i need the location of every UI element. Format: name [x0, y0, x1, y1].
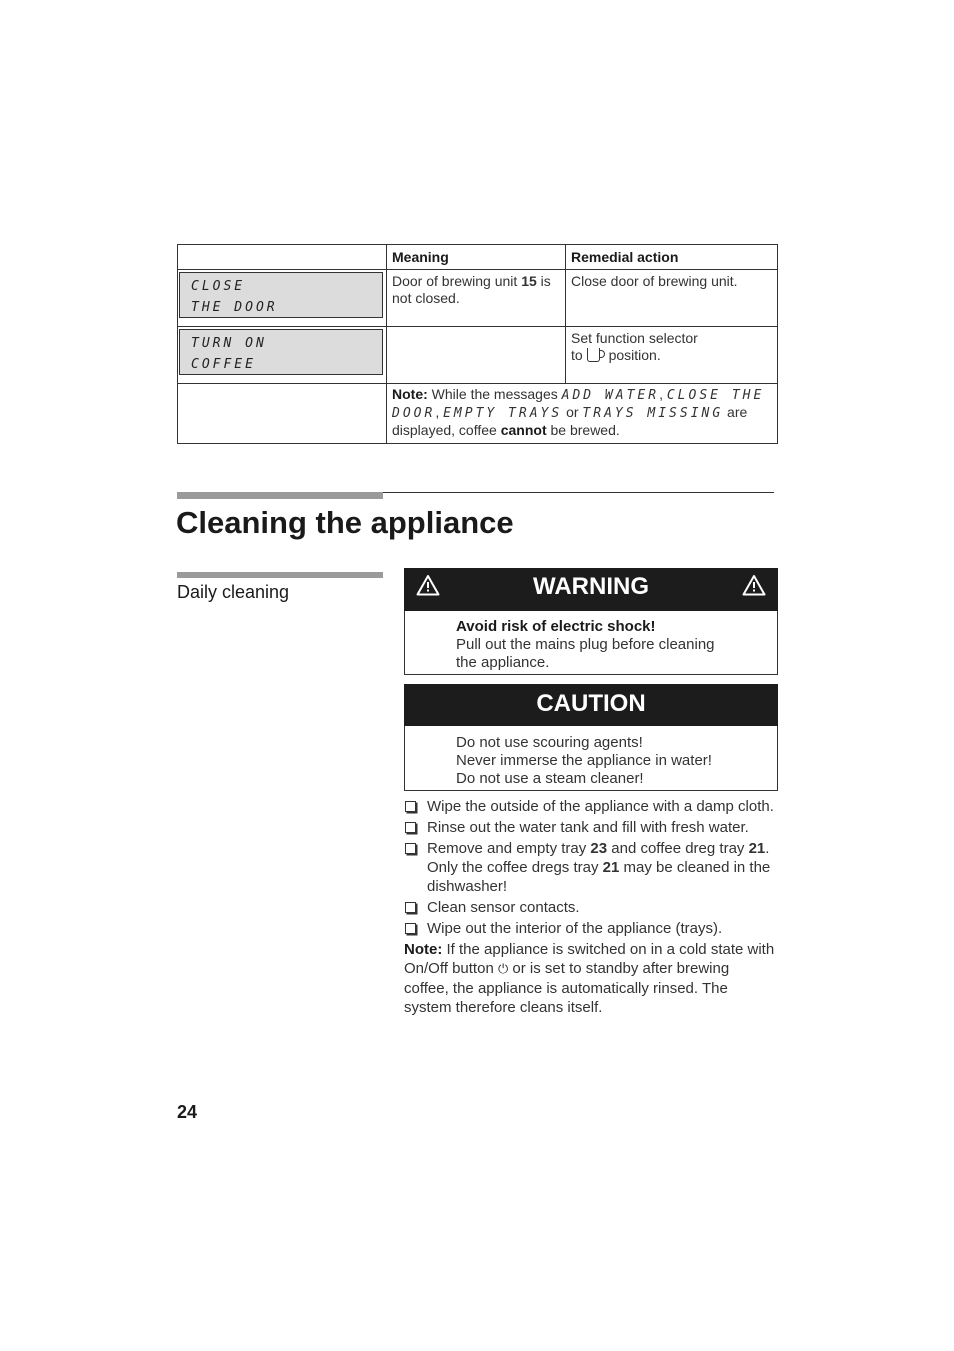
caution-line: Never immerse the appliance in water! [456, 752, 712, 769]
caution-box [404, 684, 778, 791]
lcd-line: CLOSE [191, 279, 246, 294]
section-rule-thick [177, 492, 383, 499]
checkbox-bullet-icon [405, 923, 416, 934]
warning-header [404, 568, 778, 611]
lcd-display [179, 329, 383, 375]
action-text: Set function selector to position. [571, 330, 698, 363]
caution-body [404, 726, 778, 791]
lcd-display [179, 272, 383, 318]
list-item: Wipe out the interior of the appliance (trays). [404, 919, 776, 938]
header-meaning: Meaning [392, 249, 449, 265]
lcd-line: COFFEE [191, 357, 256, 372]
power-icon: ⏻ [497, 962, 509, 977]
lcd-line: THE DOOR [191, 300, 278, 315]
checkbox-bullet-icon [405, 902, 416, 913]
warning-body [404, 611, 778, 675]
subsection-title: Daily cleaning [177, 582, 290, 602]
list-item: Remove and empty tray 23 and coffee dreg tray 21. Only the coffee dregs tray 21 may be cleaned in the dishwasher! [404, 839, 776, 896]
header-remedial-action: Remedial action [571, 249, 679, 265]
table-note: Note: While the messages ADD WATER, CLOSE THE DOOR, EMPTY TRAYS or TRAYS MISSING are displayed, coffee cannot be brewed. [392, 386, 765, 438]
page-number: 24 [177, 1102, 198, 1122]
table-row [178, 270, 778, 327]
warning-line: Pull out the mains plug before cleaning [456, 636, 715, 653]
list-item: Rinse out the water tank and fill with fresh water. [404, 818, 776, 837]
table-row [178, 327, 778, 384]
warning-box [404, 568, 778, 675]
list-item: Clean sensor contacts. [404, 898, 776, 917]
table-header-row [178, 245, 778, 270]
subsection-rule [177, 572, 383, 578]
action-text: Close door of brewing unit. [571, 273, 738, 289]
checkbox-bullet-icon [405, 843, 416, 854]
checkbox-bullet-icon [405, 801, 416, 812]
table-note-row [178, 384, 778, 444]
cup-icon [587, 348, 600, 362]
page-title: Cleaning the appliance [176, 505, 514, 540]
caution-line: Do not use scouring agents! [456, 734, 643, 751]
caution-line: Do not use a steam cleaner! [456, 770, 644, 787]
warning-line: Avoid risk of electric shock! [456, 618, 656, 635]
caution-header: CAUTION [404, 684, 778, 726]
cleaning-note: Note: If the appliance is switched on in a cold state with On/Off button ⏻ or is set to standby after brewing coffee, the appliance is automatically rinsed. The system therefore cleans itself. [404, 941, 775, 1016]
section-rule-thin [383, 492, 774, 493]
list-item: Wipe the outside of the appliance with a damp cloth. [404, 797, 776, 816]
warning-heading: WARNING [533, 573, 649, 600]
error-message-table [177, 244, 778, 444]
meaning-text: Door of brewing unit 15 is not closed. [392, 273, 551, 306]
meaning-text [387, 327, 565, 334]
cleaning-steps [404, 797, 776, 1017]
checkbox-bullet-icon [405, 822, 416, 833]
warning-line: the appliance. [456, 654, 550, 671]
lcd-line: TURN ON [191, 336, 267, 351]
